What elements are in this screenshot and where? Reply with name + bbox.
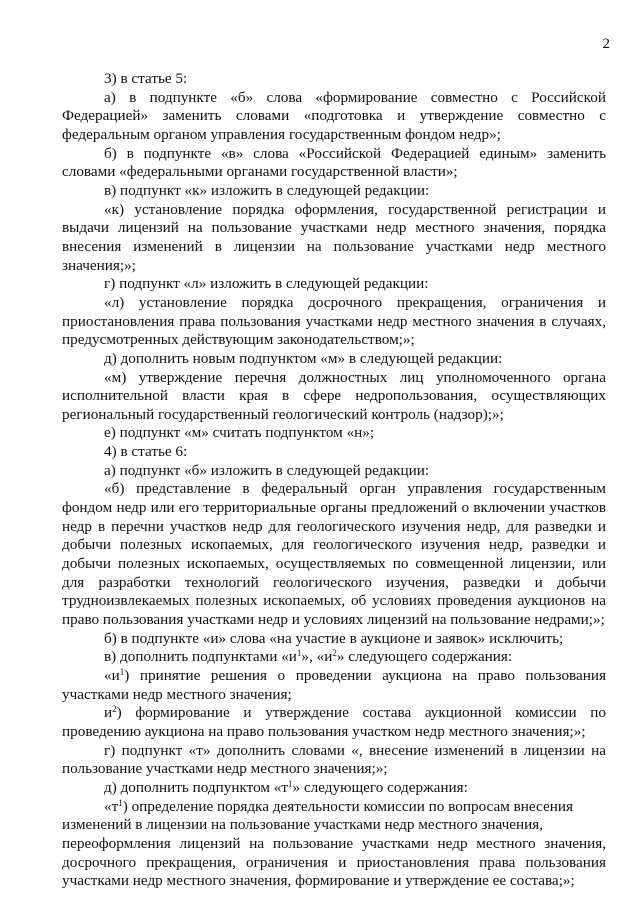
superscript: 1	[119, 667, 125, 677]
text-run: ) формирование и утверждение состава аукционной комиссии по проведению аукциона на право пользования участком недр местного значения;»;	[62, 704, 606, 740]
paragraph: «к) установление порядка оформления, государственной регистрации и выдачи лицензий на пользование участками недр местного значения, порядка внесения изменений в лицензии на пользование участками недр местного значения;»;	[62, 200, 606, 274]
superscript: 1	[288, 778, 293, 789]
superscript: 2	[112, 704, 117, 715]
document-body	[62, 70, 606, 891]
text-run: в) дополнить подпунктами «и	[104, 648, 297, 666]
paragraph: б) в подпункте «в» слова «Российской Федерацией единым» заменить словами «федеральными органами государственной власти»;	[62, 144, 606, 181]
text-run: ) определение порядка деятельности комиссии по вопросам внесения изменений в лицензии на пользование участками недр местного значения,	[62, 797, 573, 834]
text-run: ) принятие решения о проведении аукциона на право пользования участками недр местного значения;	[62, 667, 606, 703]
text-run: », «и	[301, 648, 333, 666]
text-run: » следующего содержания:	[292, 778, 468, 796]
paragraph	[62, 648, 606, 667]
paragraph: а) подпункт «б» изложить в следующей редакции:	[104, 461, 430, 479]
text-run: «т	[104, 797, 119, 815]
paragraph: «л) установление порядка досрочного прекращения, ограничения и приостановления права пользования участками недр местного значения в случаях, предусмотренных действующим законодательством;»;	[62, 293, 606, 349]
paragraph: б) в подпункте «и» слова «на участие в аукционе и заявок» исключить;	[104, 629, 564, 647]
paragraph: «м) утверждение перечня должностных лиц уполномоченного органа исполнительной власти края в сфере недропользования, осуществляющих региональный государственный геологический контроль (надзор);»;	[62, 368, 606, 423]
paragraph	[62, 798, 606, 835]
paragraph	[62, 704, 606, 741]
paragraph: д) дополнить новым подпунктом «м» в следующей редакции:	[104, 349, 503, 367]
text-run: «и	[104, 667, 120, 684]
paragraph: 3) в статье 5:	[104, 70, 188, 87]
text-run: » следующего содержания:	[336, 648, 513, 666]
paragraph: 4) в статье 6:	[104, 443, 188, 461]
paragraph: в) подпункт «к» изложить в следующей редакции:	[104, 181, 430, 199]
text-run: д) дополнить подпунктом «т	[104, 778, 289, 796]
paragraph: е) подпункт «м» считать подпунктом «н»;	[104, 424, 375, 442]
paragraph	[62, 779, 606, 798]
superscript: 1	[296, 648, 302, 659]
text-run: и	[104, 704, 113, 722]
paragraph: «б) представление в федеральный орган управления государственным фондом недр или его территориальные органы предложений о включении участков недр в перечни участков недр для геологического изучения недр, для разведки и добычи полезных ископаемых, для геологического изучения недр, разведки и добычи полезных ископаемых, осуществляемых по совмещенной лицензии, или для разработки технологий геологического изучения, разведки и добычи трудноизвлекаемых полезных ископаемых, об условиях проведения аукционов на право пользования участками недр и условиях лицензий на пользование недрами;»;	[62, 480, 606, 629]
paragraph	[62, 667, 606, 704]
paragraph: переоформления лицензий на пользование участками недр местного значения, досрочного прекращения, ограничения и приостановления права пользования участками недр местного значения, формирование и утверждение ее состава;»;	[62, 834, 606, 890]
paragraph: г) подпункт «л» изложить в следующей редакции:	[104, 275, 429, 293]
page-number: 2	[602, 36, 610, 52]
paragraph: г) подпункт «т» дополнить словами «, внесение изменений в лицензии на пользование участками недр местного значения;»;	[62, 741, 606, 778]
superscript: 2	[332, 648, 337, 659]
paragraph: а) в подпункте «б» слова «формирование совместно с Российской Федерацией» заменить словами «подготовка и утверждение совместно с федеральным органом управления государственным фондом недр»;	[62, 88, 606, 143]
superscript: 1	[118, 797, 123, 808]
